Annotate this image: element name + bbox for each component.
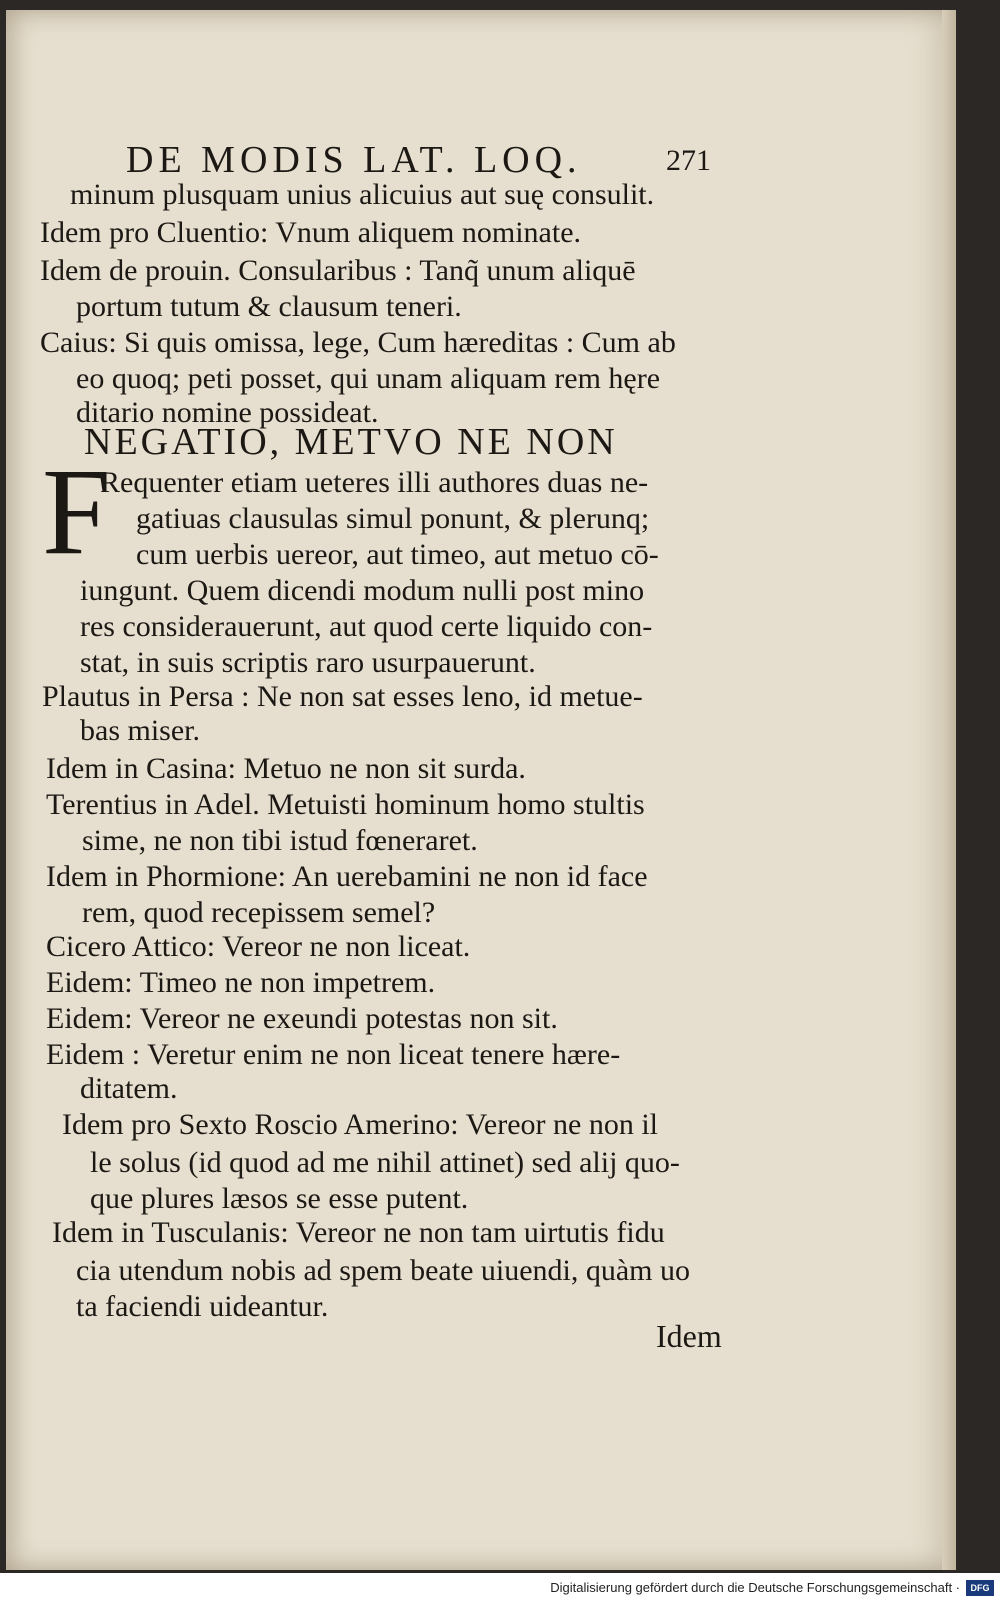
text-line: Terentius in Adel. Metuisti hominum homo stultis <box>46 788 645 821</box>
book-page <box>6 10 956 1570</box>
text-line: Eidem : Veretur enim ne non liceat tenere hære- <box>46 1038 621 1071</box>
section-heading: NEGATIO, METVO NE NON <box>84 421 618 463</box>
text-line: eo quoq; peti posset, qui unam aliquam rem hęre <box>76 362 661 395</box>
text-line: cia utendum nobis ad spem beate uiuendi, quàm uo <box>76 1254 691 1287</box>
text-line: Idem pro Cluentio: Vnum aliquem nominate. <box>40 216 582 249</box>
catchword: Idem <box>656 1318 722 1354</box>
text-line: Idem in Phormione: An uerebamini ne non id face <box>46 860 648 893</box>
text-line: rem, quod recepissem semel? <box>82 896 436 929</box>
page-edge <box>942 10 956 1570</box>
text-line: stat, in suis scriptis raro usurpauerunt. <box>80 646 536 679</box>
page-number: 271 <box>666 144 711 177</box>
text-line: iungunt. Quem dicendi modum nulli post mino <box>80 574 645 607</box>
drop-capital: F <box>42 443 111 580</box>
text-line: cum uerbis uereor, aut timeo, aut metuo cō- <box>136 538 659 571</box>
text-line: ditatem. <box>80 1072 178 1105</box>
text-line: minum plusquam unius alicuius aut suę consulit. <box>70 178 655 211</box>
text-line: Plautus in Persa : Ne non sat esses leno, id metue- <box>42 680 643 713</box>
running-header: DE MODIS LAT. LOQ. <box>126 139 582 181</box>
text-line: Idem in Casina: Metuo ne non sit surda. <box>46 752 526 785</box>
text-line: Requenter etiam ueteres illi authores duas ne- <box>100 466 649 499</box>
footer-text: Digitalisierung gefördert durch die Deutsche Forschungsgemeinschaft · <box>550 1580 960 1595</box>
text-line: Eidem: Vereor ne exeundi potestas non sit. <box>46 1002 558 1035</box>
text-line: Idem in Tusculanis: Vereor ne non tam uirtutis fidu <box>52 1216 665 1249</box>
text-line: le solus (id quod ad me nihil attinet) sed alij quo- <box>90 1146 680 1179</box>
text-line: ditario nomine possideat. <box>76 396 379 429</box>
text-line: res considerauerunt, aut quod certe liquido con- <box>80 610 653 643</box>
dfg-logo: DFG <box>966 1580 994 1596</box>
digitization-footer <box>0 1573 1000 1603</box>
text-line: Caius: Si quis omissa, lege, Cum hæreditas : Cum ab <box>40 326 676 359</box>
text-line: bas miser. <box>80 714 200 747</box>
text-line: portum tutum & clausum teneri. <box>76 290 462 323</box>
text-line: Eidem: Timeo ne non impetrem. <box>46 966 436 999</box>
text-line: Idem de prouin. Consularibus : Tanq̃ unum aliquē <box>40 254 636 287</box>
text-line: Idem pro Sexto Roscio Amerino: Vereor ne non il <box>62 1108 659 1141</box>
text-line: ta faciendi uideantur. <box>76 1290 329 1323</box>
text-line: sime, ne non tibi istud fœneraret. <box>82 824 478 857</box>
text-line: que plures læsos se esse putent. <box>90 1182 469 1215</box>
text-line: Cicero Attico: Vereor ne non liceat. <box>46 930 471 963</box>
text-line: gatiuas clausulas simul ponunt, & plerunq; <box>136 502 650 535</box>
